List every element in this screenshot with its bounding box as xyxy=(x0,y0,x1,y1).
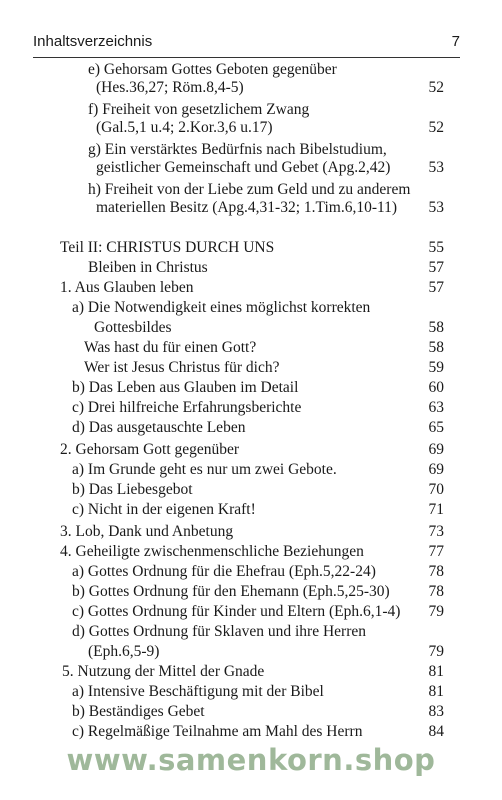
toc-entry-text: 1. Aus Glauben leben xyxy=(60,279,194,296)
toc-entry-text: g) Ein verstärktes Bedürfnis nach Bibelstudium, xyxy=(88,141,387,158)
toc-entry-text: e) Gehorsam Gottes Geboten gegenüber xyxy=(88,61,337,78)
toc-entry-text: (Eph.6,5-9) xyxy=(88,643,160,660)
toc-entry-text: b) Das Liebesgebot xyxy=(72,481,193,498)
toc-entry xyxy=(0,702,502,722)
toc-entry-page: 60 xyxy=(428,379,444,396)
toc-entry-page: 69 xyxy=(428,441,444,458)
toc-entry-text: c) Nicht in der eigenen Kraft! xyxy=(72,501,256,518)
toc-entry xyxy=(0,480,502,500)
toc-entry-page: 58 xyxy=(428,319,444,336)
toc-entry-page: 63 xyxy=(428,399,444,416)
toc-entry xyxy=(0,562,502,582)
toc-entry xyxy=(0,238,502,258)
toc-entry-text: a) Intensive Beschäftigung mit der Bibel xyxy=(72,683,324,700)
toc-entry xyxy=(0,158,502,178)
toc-entry xyxy=(0,642,502,662)
toc-entry xyxy=(0,140,502,160)
toc-entry xyxy=(0,198,502,218)
header-page-number: 7 xyxy=(451,33,460,50)
toc-entry-text: 2. Gehorsam Gott gegenüber xyxy=(60,441,240,458)
toc-entry-page: 58 xyxy=(428,339,444,356)
toc-entry-text: Bleiben in Christus xyxy=(88,259,208,276)
toc-entry-page: 83 xyxy=(428,703,444,720)
toc-entry-text: Was hast du für einen Gott? xyxy=(84,339,257,356)
toc-entry xyxy=(0,542,502,562)
toc-entry xyxy=(0,118,502,138)
toc-entry xyxy=(0,622,502,642)
toc-entry xyxy=(0,180,502,200)
toc-entry xyxy=(0,662,502,682)
toc-entry xyxy=(0,318,502,338)
toc-entry-page: 79 xyxy=(428,643,444,660)
toc-entry xyxy=(0,298,502,318)
toc-entry-page: 52 xyxy=(428,79,444,96)
toc-entry-text: c) Regelmäßige Teilnahme am Mahl des Herrn xyxy=(72,723,363,740)
toc-entry-page: 81 xyxy=(428,663,444,680)
toc-entry-page: 81 xyxy=(428,683,444,700)
toc-entry-page: 71 xyxy=(428,501,444,518)
toc-entry-page: 84 xyxy=(428,723,444,740)
toc-entry-text: a) Im Grunde geht es nur um zwei Gebote. xyxy=(72,461,337,478)
toc-entry-text: 4. Geheiligte zwischenmenschliche Beziehungen xyxy=(60,543,364,560)
toc-entry xyxy=(0,258,502,278)
toc-entry xyxy=(0,522,502,542)
toc-entry-text: h) Freiheit von der Liebe zum Geld und zu anderem xyxy=(88,181,411,198)
toc-entry-text: c) Gottes Ordnung für Kinder und Eltern (Eph.6,1-4) xyxy=(72,603,401,620)
toc-entry xyxy=(0,378,502,398)
toc-entry xyxy=(0,582,502,602)
toc-entry-text: (Hes.36,27; Röm.8,4-5) xyxy=(96,79,244,96)
toc-entry xyxy=(0,682,502,702)
toc-entry-page: 55 xyxy=(428,239,444,256)
toc-entry-text: d) Gottes Ordnung für Sklaven und ihre Herren xyxy=(72,623,366,640)
header-title: Inhaltsverzeichnis xyxy=(33,33,153,50)
toc-entry xyxy=(0,60,502,80)
toc-entry xyxy=(0,418,502,438)
toc-entry xyxy=(0,602,502,622)
toc-entry-page: 53 xyxy=(428,199,444,216)
toc-entry xyxy=(0,278,502,298)
toc-entry xyxy=(0,100,502,120)
toc-entry-text: Teil II: CHRISTUS DURCH UNS xyxy=(60,239,275,256)
toc-entry-text: b) Das Leben aus Glauben im Detail xyxy=(72,379,299,396)
toc-entry-page: 78 xyxy=(428,583,444,600)
toc-entry-text: materiellen Besitz (Apg.4,31-32; 1.Tim.6,10-11) xyxy=(96,199,398,216)
toc-entry xyxy=(0,78,502,98)
toc-entry-text: b) Gottes Ordnung für den Ehemann (Eph.5,25-30) xyxy=(72,583,390,600)
toc-entry-page: 52 xyxy=(428,119,444,136)
toc-entry-text: b) Beständiges Gebet xyxy=(72,703,205,720)
toc-entry xyxy=(0,500,502,520)
toc-entry-page: 65 xyxy=(428,419,444,436)
toc-entry-page: 78 xyxy=(428,563,444,580)
toc-entry-text: c) Drei hilfreiche Erfahrungsberichte xyxy=(72,399,302,416)
toc-entry-text: geistlicher Gemeinschaft und Gebet (Apg.2,42) xyxy=(96,159,391,176)
toc-entry-page: 69 xyxy=(428,461,444,478)
toc-entry-page: 57 xyxy=(428,259,444,276)
toc-entry-text: Wer ist Jesus Christus für dich? xyxy=(84,359,280,376)
toc-entry-page: 59 xyxy=(428,359,444,376)
toc-entry-page: 70 xyxy=(428,481,444,498)
toc-entry-text: a) Die Notwendigkeit eines möglichst korrekten xyxy=(72,299,371,316)
toc-entry-page: 73 xyxy=(428,523,444,540)
toc-entry-text: Gottesbildes xyxy=(94,319,172,336)
toc-entry-text: d) Das ausgetauschte Leben xyxy=(72,419,246,436)
toc-entry-page: 77 xyxy=(428,543,444,560)
toc-entry xyxy=(0,440,502,460)
toc-entry xyxy=(0,722,502,742)
toc-entry-page: 53 xyxy=(428,159,444,176)
toc-entry xyxy=(0,338,502,358)
toc-entry-page: 57 xyxy=(428,279,444,296)
toc-entry-text: f) Freiheit von gesetzlichem Zwang xyxy=(88,101,310,118)
toc-entry-text: (Gal.5,1 u.4; 2.Kor.3,6 u.17) xyxy=(96,119,273,136)
toc-entry xyxy=(0,460,502,480)
toc-entry-text: 5. Nutzung der Mittel der Gnade xyxy=(62,663,265,680)
toc-entry-text: a) Gottes Ordnung für die Ehefrau (Eph.5,22-24) xyxy=(72,563,376,580)
toc-entry-text: 3. Lob, Dank und Anbetung xyxy=(60,523,234,540)
toc-entry xyxy=(0,358,502,378)
toc-entry-page: 79 xyxy=(428,603,444,620)
watermark: www.samenkorn.shop xyxy=(66,743,436,777)
toc-entry xyxy=(0,398,502,418)
